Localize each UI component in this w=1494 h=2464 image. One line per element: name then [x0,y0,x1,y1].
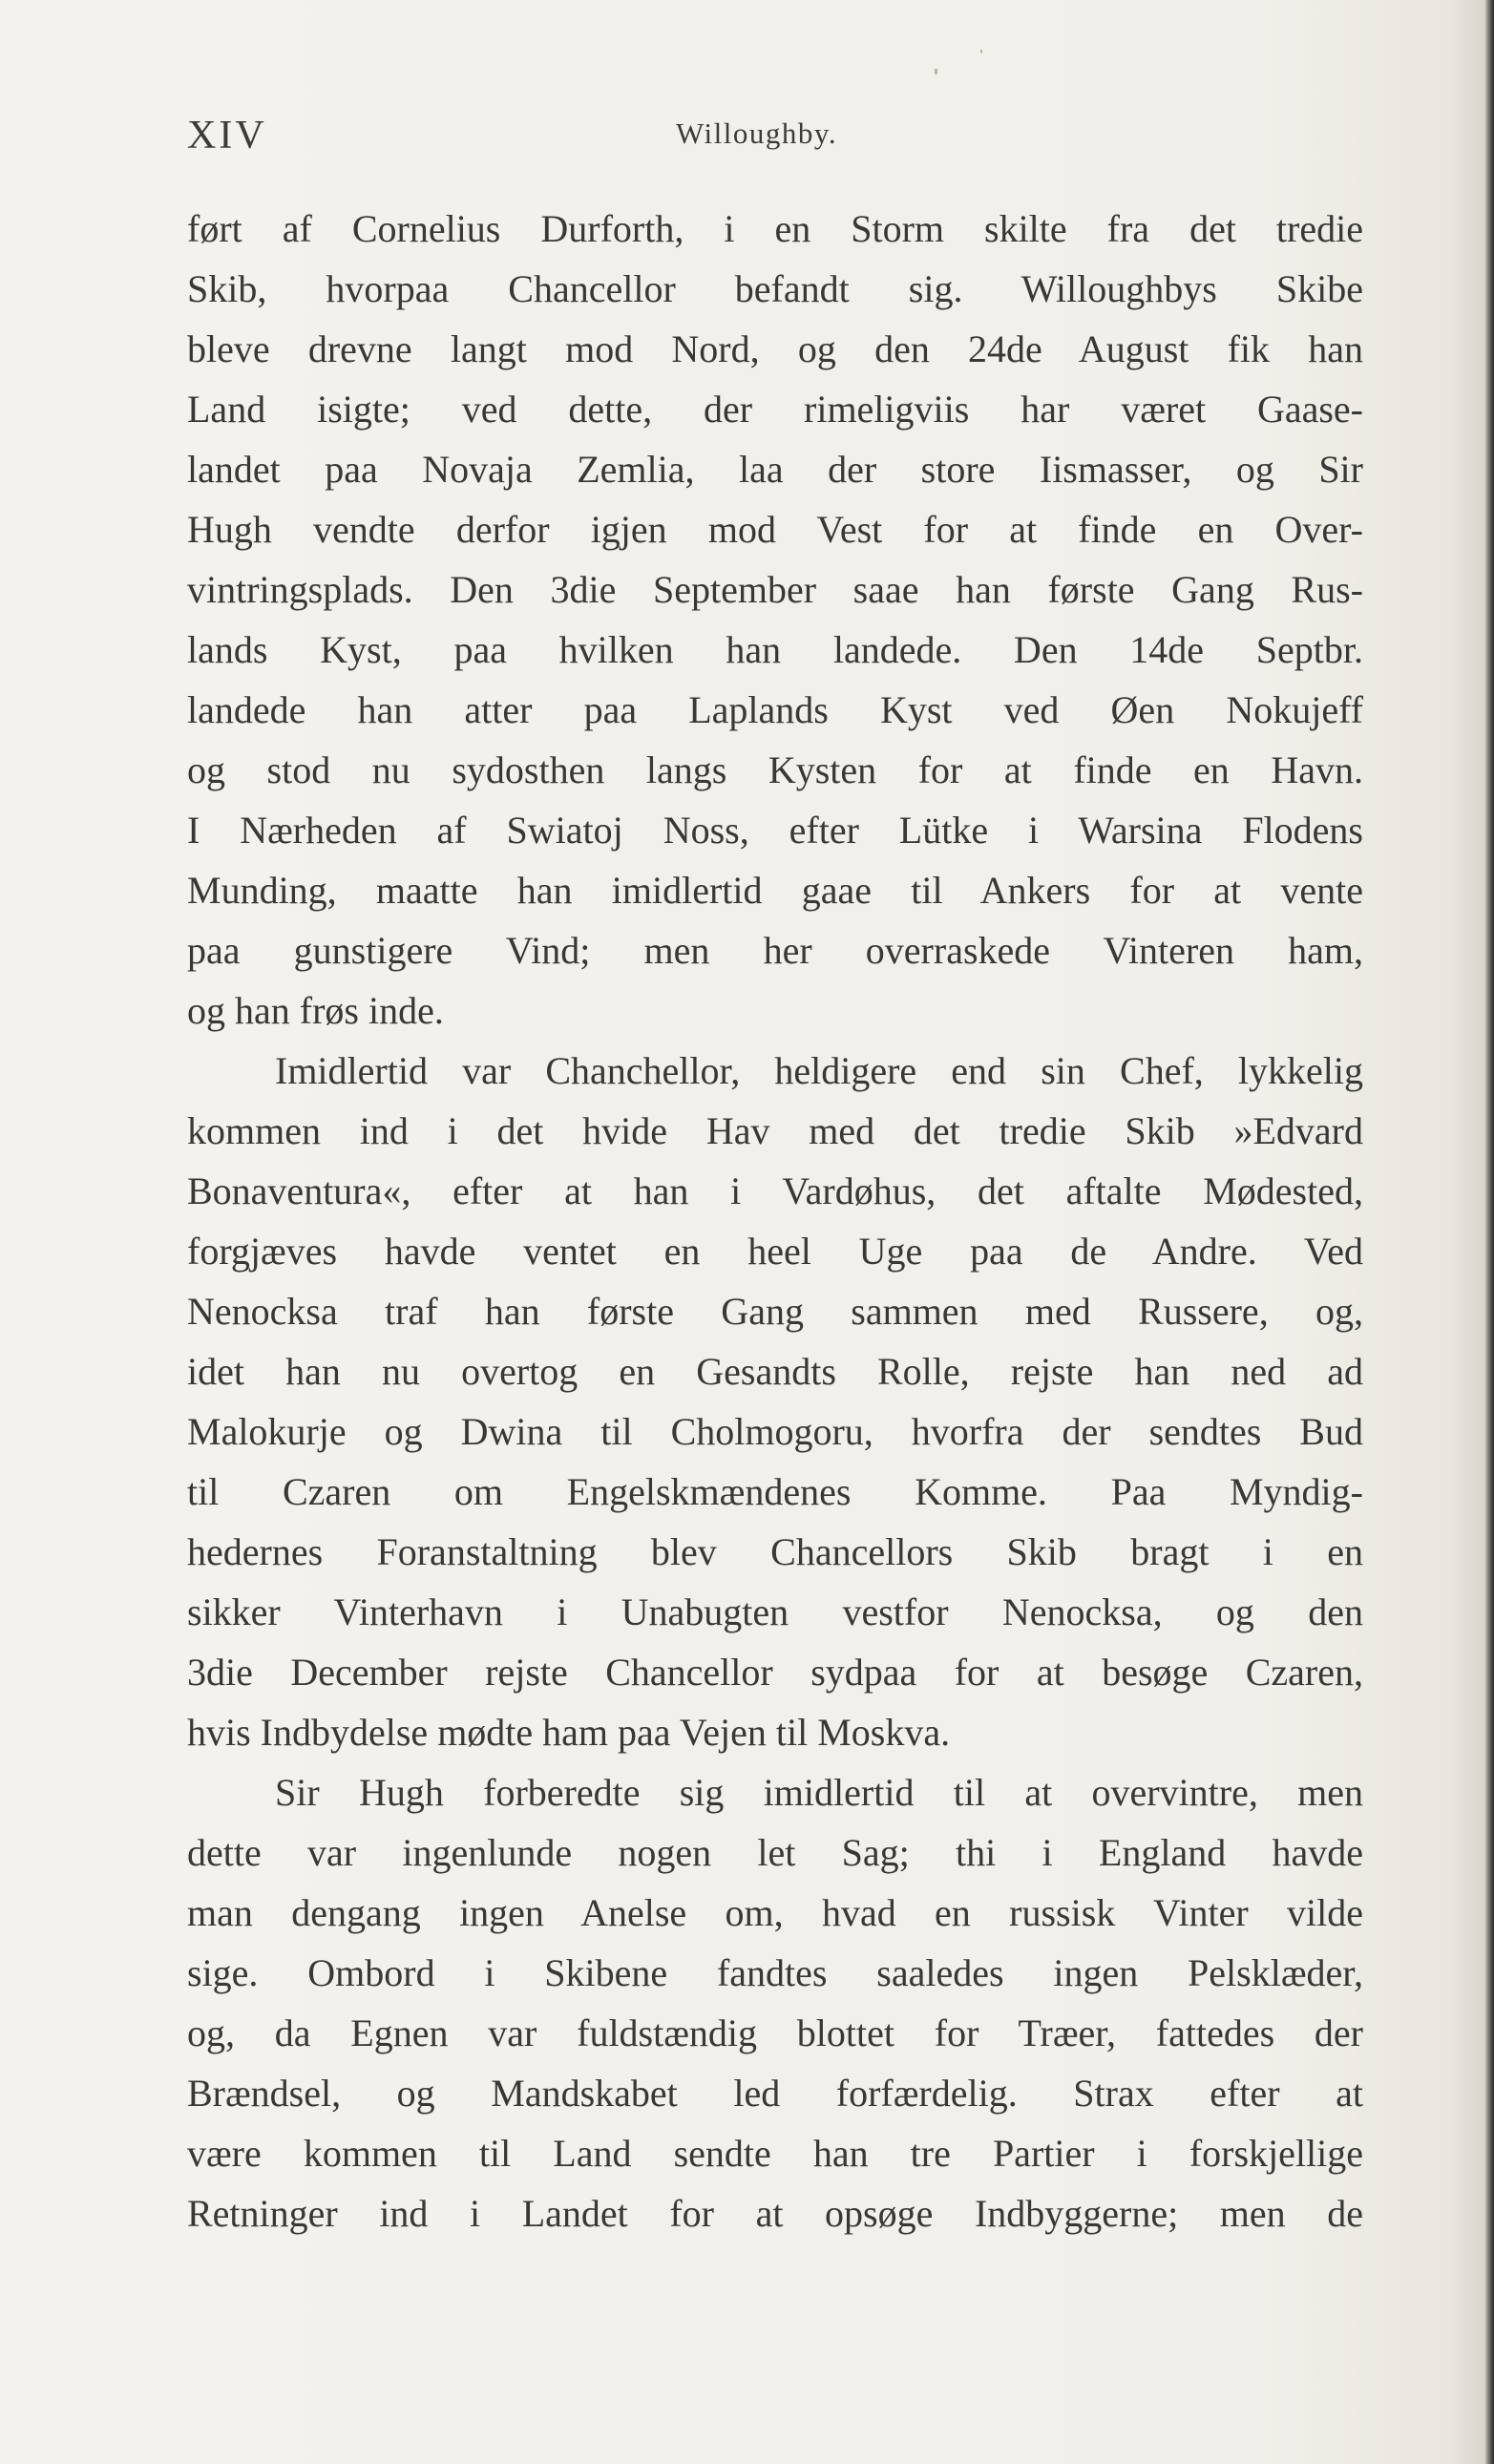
text-line: hedernes Foranstaltning blev Chancellors Skib bragt i en [187,1530,1363,1573]
text-line: bleve drevne langt mod Nord, og den 24de August fik han [187,327,1363,370]
page-edge-shadow [1484,0,1494,2464]
text-line: forgjæves havde ventet en heel Uge paa de Andre. Ved [187,1230,1363,1273]
text-line: Brændsel, og Mandskabet led forfærdelig. Strax efter at [187,2072,1363,2115]
text-line: sikker Vinterhavn i Unabugten vestfor Nenocksa, og den [187,1590,1363,1633]
text-line: Skib, hvorpaa Chancellor befandt sig. Willoughbys Skibe [187,267,1363,310]
text-line: idet han nu overtog en Gesandts Rolle, rejste han ned ad [187,1350,1363,1393]
text-line: landet paa Novaja Zemlia, laa der store Iismasser, og Sir [187,448,1363,491]
running-head [187,113,1363,170]
body-text [187,199,1363,2243]
text-line: kommen ind i det hvide Hav med det tredie Skib »Edvard [187,1109,1363,1152]
text-line: hvis Indbydelse mødte ham paa Vejen til Moskva. [187,1711,951,1754]
text-line: Nenocksa traf han første Gang sammen med Russere, og, [187,1290,1363,1333]
text-line: I Nærheden af Swiatoj Noss, efter Lütke i Warsina Flodens [187,809,1363,852]
text-line: dette var ingenlunde nogen let Sag; thi i England havde [187,1831,1363,1874]
text-line: Retninger ind i Landet for at opsøge Indbyggerne; men de [187,2192,1363,2235]
text-line: lands Kyst, paa hvilken han landede. Den 14de Septbr. [187,628,1363,671]
page-number: XIV [187,114,267,158]
text-line: ført af Cornelius Durforth, i en Storm skilte fra det tredie [187,207,1363,250]
paper-speck [935,69,937,74]
text-line: Land isigte; ved dette, der rimeligviis har været Gaase- [187,388,1363,431]
text-line: sige. Ombord i Skibene fandtes saaledes ingen Pelsklæder, [187,1951,1363,1994]
text-line: være kommen til Land sendte han tre Partier i forskjellige [187,2132,1363,2175]
text-line: Munding, maatte han imidlertid gaae til Ankers for at vente [187,869,1363,912]
text-line: Imidlertid var Chanchellor, heldigere end sin Chef, lykkelig [275,1049,1363,1092]
text-line: til Czaren om Engelskmændenes Komme. Paa Myndig- [187,1470,1363,1513]
text-line: Sir Hugh forberedte sig imidlertid til at overvintre, men [275,1771,1363,1814]
text-line: og, da Egnen var fuldstændig blottet for Træer, fattedes der [187,2011,1363,2054]
running-title: Willoughby. [676,116,838,150]
text-line: Malokurje og Dwina til Cholmogoru, hvorfra der sendtes Bud [187,1410,1363,1453]
text-line: og han frøs inde. [187,989,444,1032]
paper-speck [980,50,982,53]
text-line: paa gunstigere Vind; men her overraskede Vinteren ham, [187,929,1363,972]
text-line: 3die December rejste Chancellor sydpaa for at besøge Czaren, [187,1651,1363,1694]
text-line: man dengang ingen Anelse om, hvad en russisk Vinter vilde [187,1891,1363,1934]
text-line: Bonaventura«, efter at han i Vardøhus, det aftalte Mødested, [187,1169,1363,1212]
text-line: landede han atter paa Laplands Kyst ved Øen Nokujeff [187,688,1363,731]
text-line: Hugh vendte derfor igjen mod Vest for at finde en Over- [187,508,1363,551]
text-line: og stod nu sydosthen langs Kysten for at finde en Havn. [187,748,1363,791]
text-line: vintringsplads. Den 3die September saae han første Gang Rus- [187,568,1363,611]
